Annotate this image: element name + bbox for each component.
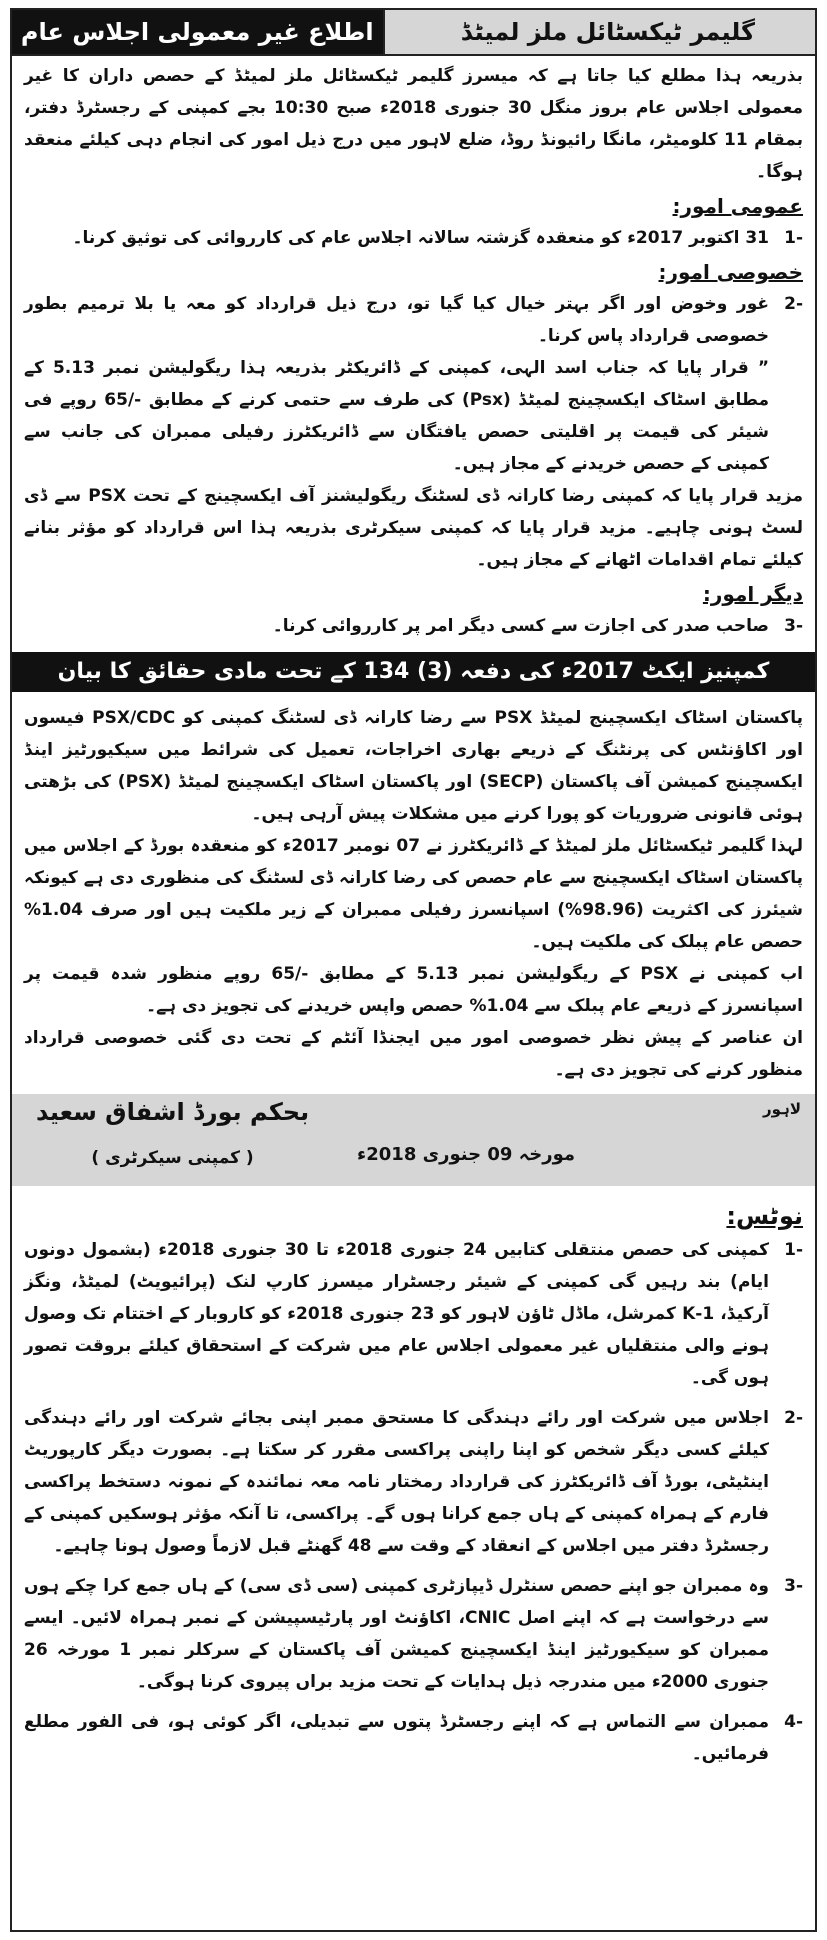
agenda-item-1 [24,222,803,254]
ordinary-business-heading: عمومی امور: [672,194,803,218]
statement-section [12,698,815,1086]
item-number: -1 [784,228,803,248]
place-label: لاہور [763,1100,801,1118]
note-text: ممبران سے التماس ہے کہ اپنے رجسٹرڈ پتوں سے تبدیلی، اگر کوئی ہو، فی الفور مطلع فرمائیں۔ [24,1712,769,1764]
agenda-item-3 [24,610,803,642]
special-business-heading: خصوصی امور: [658,260,803,284]
agenda-section [12,56,815,642]
signatory-role: ( کمپنی سیکرٹری ) [91,1148,254,1168]
statement-paragraph-3: اب کمپنی نے PSX کے ریگولیشن نمبر 5.13 کے مطابق -/65 روپے منظور شدہ قیمت پر اسپانسرز کے ذریعے عام پبلک سے 1.04% حصص واپس خریدنے کی تجویز دی ہے۔ [24,964,804,1016]
intro-paragraph: بذریعہ ہذا مطلع کیا جاتا ہے کہ میسرز گلیمر ٹیکسٹائل ملز لمیٹڈ کے حصص داران کا غیر معمولی اجلاس عام بروز منگل 30 جنوری 2018ء صبح 10:30 بجے کمپنی کے رجسٹرڈ دفتر، بمقام 11 کلومیٹر، مانگا رائیونڈ روڈ، ضلع لاہور میں درج ذیل امور کی انجام دہی کیلئے منعقد ہوگا۔ [24,66,803,182]
note-text: وہ ممبران جو اپنے حصص سنٹرل ڈیپازٹری کمپنی (سی ڈی سی) کے ہاں جمع کرا چکے ہوں سے درخواست ہے کہ اپنے اصل CNIC، اکاؤنٹ اور پارٹیسپیشن کے نمبر ہمراہ لائیں۔ ایسے ممبران کو سیکیورٹیز اینڈ ایکسچینج کمیشن آف پاکستان کے سرکلر نمبر 1 مورخہ 26 جنوری 2000ء میں مندرجہ ذیل ہدایات کے تحت مزید براں پیروی کرنا ہوگی۔ [24,1576,769,1692]
note-item [24,1570,803,1698]
statement-paragraph-2: لہذا گلیمر ٹیکسٹائل ملز لمیٹڈ کے ڈائریکٹرز نے 07 نومبر 2017ء کو منعقدہ بورڈ کے اجلاس میں پاکستان اسٹاک ایکسچینج سے عام حصص کی رضا کارانہ ڈی لسٹنگ کی منظوری دی ہے کیونکہ شیئرز کی اکثریت (98.96%) اسپانسرز رفیلی ممبران کے زیر ملکیت ہیں اور صرف 1.04% حصص عام پبلک کی ملکیت ہیں۔ [24,836,804,952]
other-business-heading: دیگر امور: [702,582,803,606]
statement-paragraph-4: ان عناصر کے پیش نظر خصوصی امور میں ایجنڈا آئٹم کے تحت دی گئی خصوصی قرارداد منظور کرنے کی تجویز دی ہے۔ [24,1028,803,1080]
notice-header [12,10,815,56]
note-item [24,1706,803,1770]
note-number: -4 [784,1712,803,1732]
item-text: صاحب صدر کی اجازت سے کسی دیگر امر پر کارروائی کرنا۔ [272,616,769,636]
item-number: -2 [784,294,803,314]
note-number: -3 [784,1576,803,1596]
note-text: کمپنی کی حصص منتقلی کتابیں 24 جنوری 2018ء تا 30 جنوری 2018ء (بشمول دونوں ایام) بند رہیں گی کمپنی کے شیئر رجسٹرار میسرز کارپ لنک (پرائیویٹ) لمیٹڈ، ونگز آرکیڈ، 1-K کمرشل، ماڈل ٹاؤن لاہور کو 23 جنوری 2018ء کو کاروبار کے اختتام تک وصول ہونے والی منتقلیاں غیر معمولی اجلاس عام میں شرکت کے استحقاق کیلئے بروقت تصور ہوں گی۔ [24,1240,770,1388]
signature-block [12,1094,815,1186]
special-resolution-2: مزید قرار پایا کہ کمپنی رضا کارانہ ڈی لسٹنگ ریگولیشنز آف ایکسچینج کے تحت PSX سے ڈی لسٹ ہونی چاہیے۔ مزید قرار پایا کہ کمپنی سیکرٹری بذریعہ ہذا اس قرارداد کو مؤثر بنانے کیلئے تمام اقدامات اٹھانے کے مجاز ہیں۔ [24,486,803,570]
statement-paragraph-1: پاکستان اسٹاک ایکسچینج لمیٹڈ PSX سے رضا کارانہ ڈی لسٹنگ کمپنی کو PSX/CDC فیسوں اور اکاؤنٹس کی پرنٹنگ کے ذریعے بھاری اخراجات، تعمیل کی شرائط میں سیکیورٹیز اینڈ ایکسچینج کمیشن آف پاکستان (SECP) اور پاکستان اسٹاک ایکسچینج لمیٹڈ (PSX) کی بڑھتی ہوئی قانونی ضروریات کو پورا کرنے میں مشکلات پیش آرہی ہیں۔ [24,708,804,824]
agenda-item-2 [24,288,803,352]
special-resolution-1: ” قرار پایا کہ جناب اسد الہی، کمپنی کے ڈائریکٹر بذریعہ ہذا ریگولیشن نمبر 5.13 کے مطابق اسٹاک ایکسچینج لمیٹڈ (Psx) کی طرف سے حتمی کرنے کے مطابق -/65 روپے فی شیئر کی قیمت پر اقلیتی حصص یافتگان سے ڈائریکٹرز رفیلی ممبران کی جانب سے کمپنی کے حصص خریدنے کے مجاز ہیں۔ [24,358,770,474]
company-name: گلیمر ٹیکسٹائل ملز لمیٹڈ [383,10,816,54]
item-text: 31 اکتوبر 2017ء کو منعقدہ گزشتہ سالانہ اجلاس عام کی کارروائی کی توثیق کرنا۔ [72,228,769,248]
notes-section [12,1186,815,1770]
note-number: -2 [784,1408,803,1428]
item-text: غور وخوض اور اگر بہتر خیال کیا گیا تو، درج ذیل قرارداد کو معہ یا بلا ترمیم بطور خصوصی قرارداد پاس کرنا۔ [24,294,769,346]
by-order-of-board: بحکم بورڈ اشفاق سعید [36,1098,310,1126]
notice-frame [10,8,817,1932]
signatory [36,1098,309,1168]
item-number: -3 [784,616,803,636]
notes-heading: نوٹس: [726,1202,803,1230]
note-number: -1 [784,1240,803,1260]
note-item [24,1402,803,1562]
note-item [24,1234,803,1394]
statement-title: کمپنیز ایکٹ 2017ء کی دفعہ (3) 134 کے تحت مادی حقائق کا بیان [12,652,815,692]
note-text: اجلاس میں شرکت اور رائے دہندگی کا مستحق ممبر اپنی بجائے شرکت اور رائے دہندگی کیلئے کسی دیگر شخص کو اپنا راپنی پراکسی مقرر کر سکتا ہے۔ بصورت دیگر کارپوریٹ اینٹیٹی، بورڈ آف ڈائریکٹرز کی قرارداد رمختار نامہ معہ نمائندہ کے نمونہ دستخط پراکسی فارم کے ہمراہ کمپنی کے ہاں جمع کرانا ہوں گے۔ پراکسی، تا آنکہ مؤثر ہوسکیں کمپنی کے رجسٹرڈ دفتر میں اجلاس کے انعقاد کے وقت سے 48 گھنٹے قبل لازماً وصول ہونا چاہیے۔ [24,1408,769,1556]
notice-title: اطلاع غیر معمولی اجلاس عام [12,10,383,54]
notice-date: مورخہ 09 جنوری 2018ء [357,1144,575,1165]
